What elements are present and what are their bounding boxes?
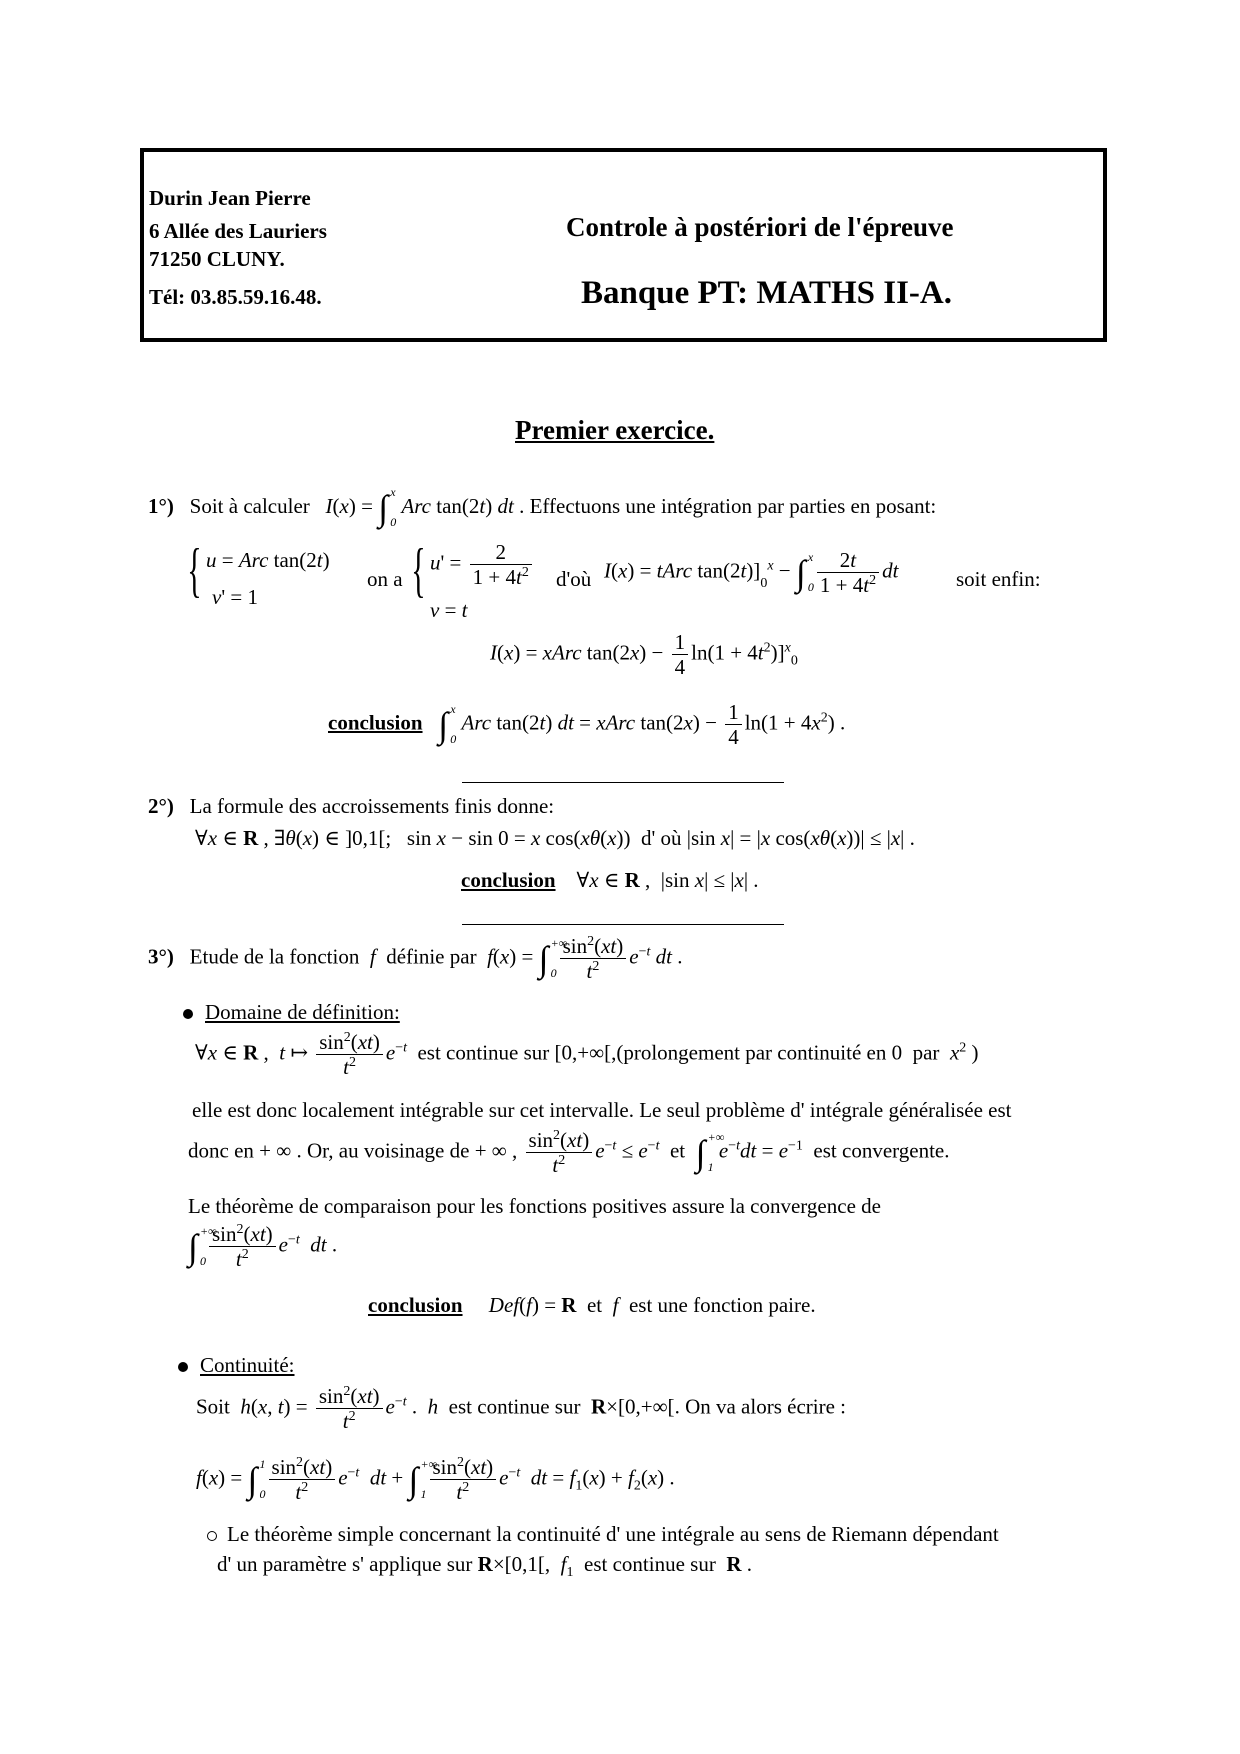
q3-riemann-line1-row [207, 1522, 999, 1547]
q2-conclusion-line: conclusion ∀x ∈ R , |sin x| ≤ |x| . [461, 868, 759, 892]
q3-riemann-line1: Le théorème simple concernant la continuité d' une intégrale au sens de Riemann dépendant [227, 1522, 999, 1546]
q1-ipp-result: I(x) = tArc $\tan(2t)]_0^x$ − ∫ x 0 $\frac{2t}{1 + 4t^2}$ dt [604, 548, 899, 598]
q3-continuite-title: Continuité: [200, 1353, 295, 1377]
q1-result: I(x) = xArc tan(2x) − $\frac{1}{4}$ $\ln(1 + 4t^2)]^x_0$ [490, 630, 798, 680]
q3-domain-line1: ∀x ∈ R , t ↦ $\frac{\sin^2(xt)}{t^2}$ $e^{-t}$ est continue sur [0,+∞[,(prolongement par continuité en 0 par $x^2$ ) [195, 1030, 979, 1080]
q2-dou: d' où [641, 826, 682, 850]
q2-number: 2°) [148, 794, 174, 818]
q3-voisinage-line: donc en + ∞ . Or, au voisinage de + ∞ , $\frac{\sin^2(xt)}{t^2}$ $e^{-t} \le e^{-t}$ et ∫ +∞ 1 $e^{-t}dt = e^{-1}$ est convergente. [188, 1128, 950, 1178]
q3-h-continue: est continue sur [448, 1394, 581, 1419]
author-street: 6 Allée des Lauriers [149, 219, 327, 243]
q3-number: 3°) [148, 944, 174, 969]
q3-definie-par: définie par [386, 944, 477, 969]
q1-dou: d'où [556, 567, 592, 591]
q1-intro: Soit à calculer [189, 493, 310, 518]
q3-continuite-title-row [178, 1353, 295, 1378]
q3-prolongement: ,(prolongement par continuité en [611, 1040, 887, 1065]
q1-soit-enfin: soit enfin: [956, 567, 1041, 591]
q2-line1 [148, 794, 554, 819]
q3-localement: elle est donc localement intégrable sur cet intervalle. Le seul problème d' intégrale généralisée est [192, 1098, 1012, 1122]
q3-theoreme-comparaison: Le théorème de comparaison pour les fonctions positives assure la convergence de [188, 1194, 881, 1218]
q3-intro: Etude de la fonction [189, 944, 360, 969]
bullet-icon [178, 1362, 188, 1372]
author-phone: Tél: 03.85.59.16.48. [149, 285, 322, 309]
q1-line1: 1°) Soit à calculer I(x) = ∫ x 0 Arc tan(2t) dt . Effectuons une intégration par parties en posant: [148, 485, 937, 529]
q3-riemann-line2: d' un paramètre s' applique sur R×[0,1[, $f_1$ est continue sur R . [217, 1552, 752, 1581]
q1-vprime-def: v' = 1 [212, 585, 258, 609]
q3-est-continue-sur: est continue sur [417, 1040, 550, 1065]
q1-on-a: on a [367, 567, 403, 591]
q3-et: et [669, 1138, 686, 1163]
q3-f-split: f(x) = ∫ 1 0 $\frac{\sin^2(xt)}{t^2}$ $e^{-t}$ dt + ∫ +∞ 1 $\frac{\sin^2(xt)}{t^2}$ $e^{-t}$ dt = $f_1(x) + f_2(x)$ . [196, 1455, 675, 1505]
q3-donc-en: donc en [188, 1138, 254, 1163]
q3-conclusion-label: conclusion [368, 1293, 463, 1317]
left-brace-icon: { [411, 537, 426, 603]
q3-on-va-ecrire: . On va alors écrire : [674, 1394, 846, 1419]
separator [462, 924, 784, 925]
exercise-title: Premier exercice. [515, 415, 715, 445]
q3-riemann-line2-text: d' un paramètre s' applique sur [217, 1552, 473, 1576]
author-name: Durin Jean Pierre [149, 186, 311, 210]
separator [462, 782, 784, 783]
q3-soit: Soit [196, 1394, 230, 1419]
q3-or-voisinage: . Or, au voisinage de [296, 1138, 470, 1163]
q3-domain-title-row [183, 1000, 400, 1025]
q3-line1: 3°) Etude de la fonction f définie par f(x) = ∫ +∞ 0 $\frac{\sin^2(xt)}{t^2}$ $e^{-t}$ dt . [148, 934, 683, 984]
q1-conclusion-line: conclusion ∫ x 0 Arc tan(2t) dt = xArc tan(2x) − $\frac{1}{4}$ $\ln(1 + 4x^2)$ . [328, 700, 846, 750]
header-box [140, 148, 1107, 342]
q1-u-def: u = Arc tan(2t) [206, 548, 330, 572]
q1-integral-def: I [325, 493, 333, 518]
q3-par: par [912, 1040, 940, 1065]
q3-integral-convergence: ∫ +∞ 0 $\frac{\sin^2(xt)}{t^2}$ $e^{-t}$ dt . [188, 1222, 338, 1272]
left-brace-icon: { [187, 537, 202, 603]
q2-intro: La formule des accroissements finis donne: [189, 794, 555, 818]
q2-formula: ∀x ∈ R , ∃θ(x) ∈ ]0,1[; sin x − sin 0 = x cos(xθ(x)) d' où |sin x| = |x cos(xθ(x))| ≤ |x| . [195, 826, 915, 850]
circle-bullet-icon [207, 1531, 217, 1541]
q1-conclusion-label: conclusion [328, 710, 423, 735]
q3-fonction-paire: est une fonction paire. [628, 1293, 816, 1317]
q3-est-convergente: est convergente. [813, 1138, 950, 1163]
q1-v-def: v = t [430, 598, 468, 622]
q3-h-def: Soit h(x, t) = $\frac{\sin^2(xt)}{t^2}$ $e^{-t}$ . h est continue sur R×[0,+∞[. On va alors écrire : [196, 1384, 846, 1434]
header-title-line1: Controle à postériori de l'épreuve [566, 212, 954, 242]
q3-f1-continue: est continue sur [584, 1552, 716, 1576]
integral-sign-icon: ∫ x 0 [378, 485, 397, 529]
q3-domain-title: Domaine de définition: [205, 1000, 400, 1024]
q3-et2: et [586, 1293, 603, 1317]
q1-uprime-def: u' = $\frac{2}{1 + 4t^2}$ [430, 540, 535, 589]
bullet-icon [183, 1009, 193, 1019]
q1-intro-tail: . Effectuons une intégration par parties en posant: [519, 493, 937, 518]
q2-conclusion-label: conclusion [461, 868, 556, 892]
q1-number: 1°) [148, 493, 174, 518]
q3-domain-conclusion: conclusion Def(f) = R et f est une fonction paire. [368, 1293, 816, 1317]
author-city: 71250 CLUNY. [149, 247, 285, 271]
header-title-line2: Banque PT: MATHS II-A. [581, 275, 952, 311]
